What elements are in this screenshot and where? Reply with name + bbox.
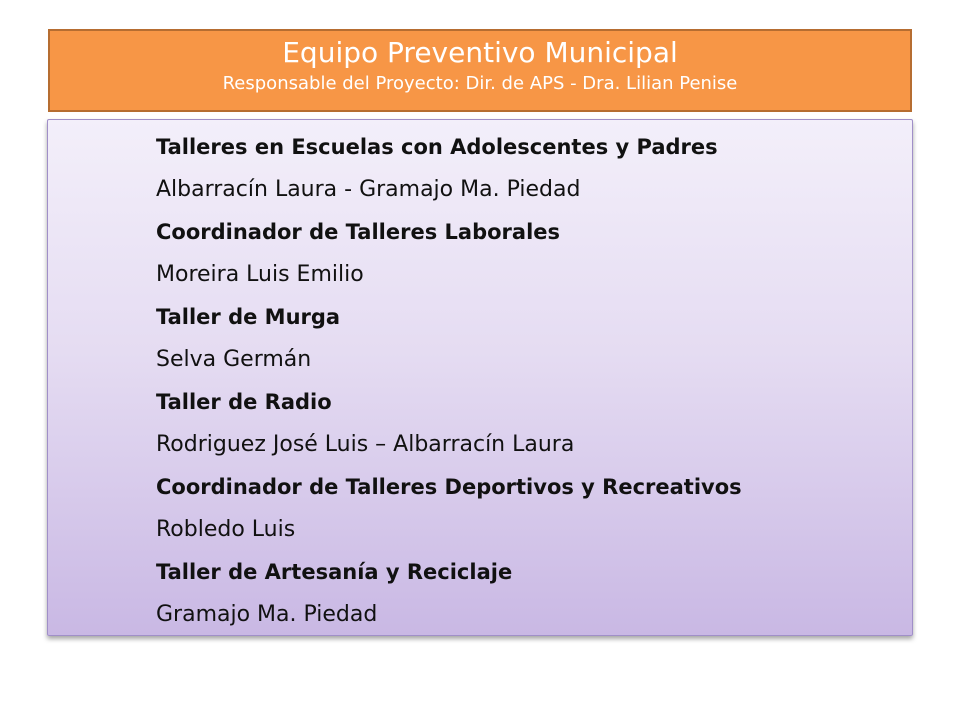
workshop-member: Robledo Luis	[156, 516, 296, 542]
workshop-member: Rodriguez José Luis – Albarracín Laura	[156, 431, 575, 457]
workshop-heading: Coordinador de Talleres Laborales	[156, 220, 561, 244]
team-list	[156, 126, 742, 636]
slide-title: Equipo Preventivo Municipal	[282, 36, 678, 69]
workshop-heading: Coordinador de Talleres Deportivos y Recreativos	[156, 475, 742, 499]
workshop-heading: Taller de Murga	[156, 305, 341, 329]
workshop-heading: Taller de Artesanía y Reciclaje	[156, 560, 513, 584]
workshop-member: Moreira Luis Emilio	[156, 261, 364, 287]
slide-subtitle: Responsable del Proyecto: Dir. de APS - Dra. Lilian Penise	[222, 73, 738, 94]
workshop-member: Albarracín Laura - Gramajo Ma. Piedad	[156, 176, 581, 202]
workshop-heading: Taller de Radio	[156, 390, 332, 414]
workshop-member: Selva Germán	[156, 346, 312, 372]
content-box	[47, 119, 913, 636]
title-banner	[48, 29, 912, 112]
workshop-member: Gramajo Ma. Piedad	[156, 601, 378, 627]
workshop-heading: Talleres en Escuelas con Adolescentes y Padres	[156, 135, 718, 159]
